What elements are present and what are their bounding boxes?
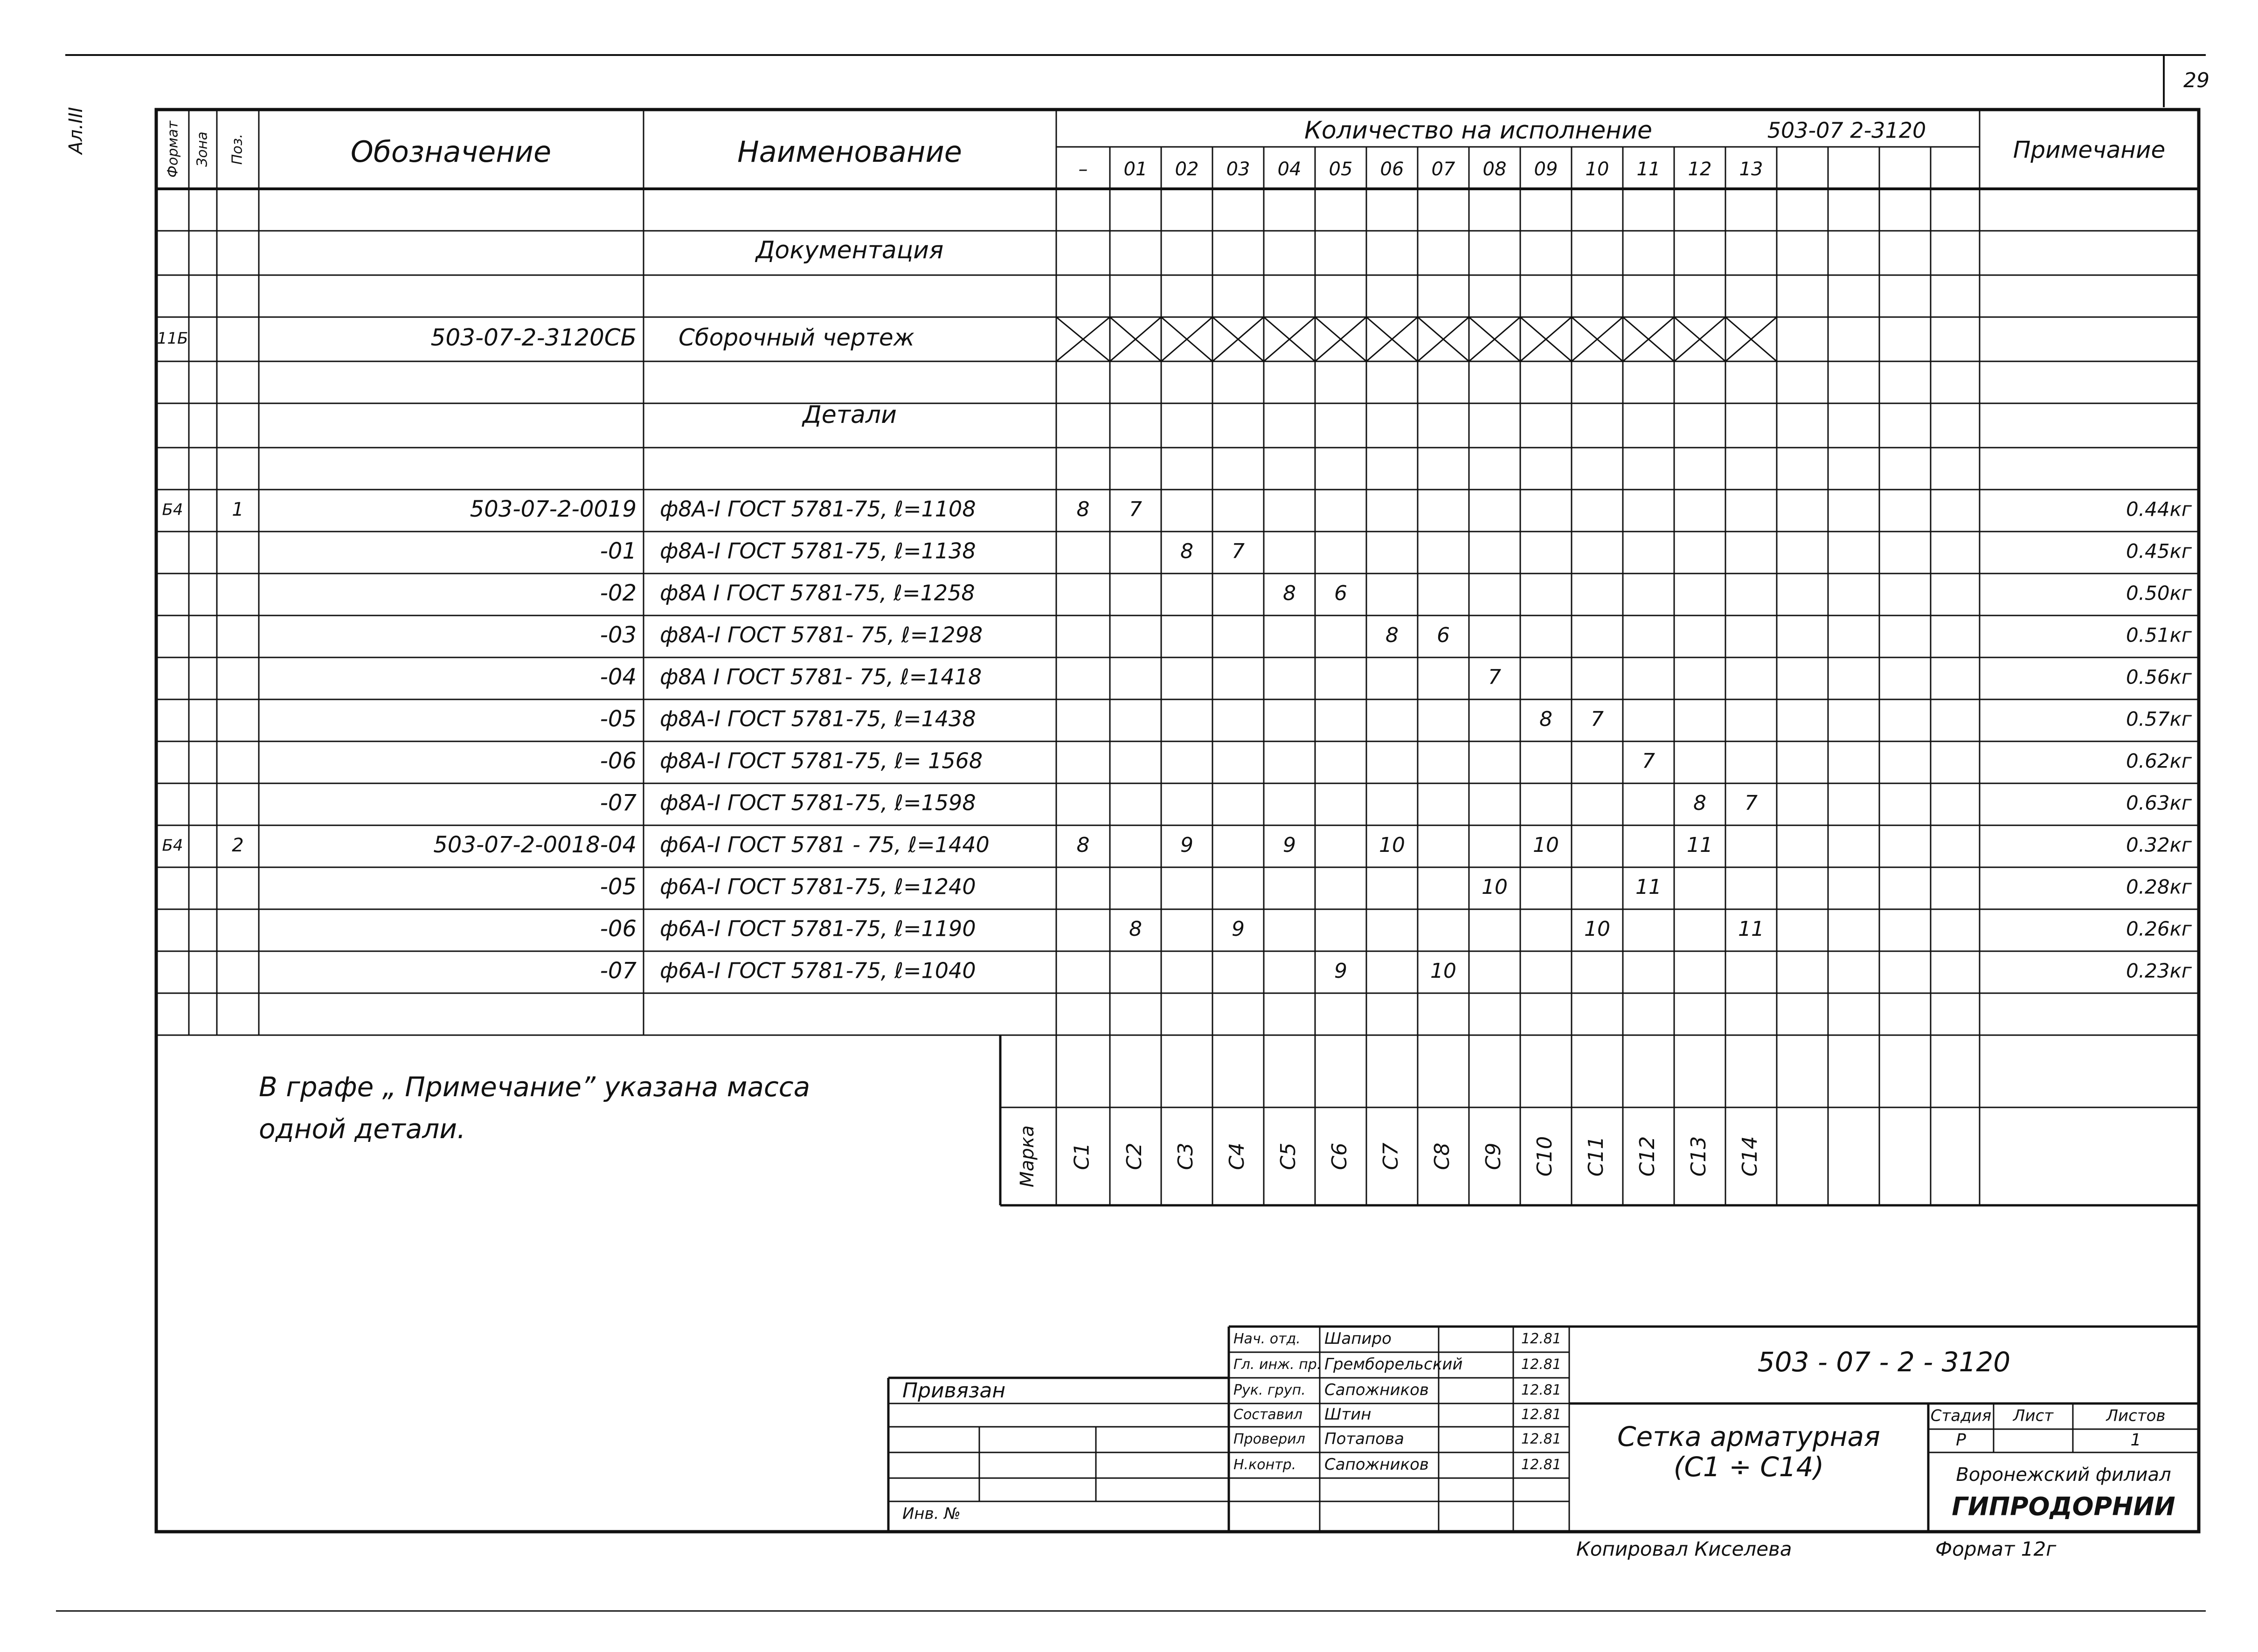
mark-item: С6 (1328, 1142, 1351, 1170)
mark-item: С9 (1482, 1142, 1505, 1170)
person-date: 12.81 (1521, 1431, 1561, 1447)
variant-6: 06 (1380, 159, 1404, 180)
row-qty: 8 (1385, 623, 1399, 647)
org-line2: ГИПРОДОРНИИ (1952, 1492, 2175, 1521)
row-note: 0.63кг (2126, 791, 2192, 815)
variant-2: 02 (1175, 159, 1199, 180)
row-name: ф8А-I ГОСТ 5781-75, ℓ=1138 (660, 538, 976, 564)
variant-12: 12 (1688, 159, 1712, 180)
row-qty: 8 (1076, 498, 1090, 521)
variant-11: 11 (1636, 159, 1661, 180)
copied-by: Копировал Киселева (1576, 1537, 1792, 1561)
row-note: 0.56кг (2126, 665, 2192, 689)
row-position: 1 (232, 499, 244, 520)
row-name: ф6А-I ГОСТ 5781-75, ℓ=1040 (660, 958, 976, 983)
sheet-format: Формат 12г (1935, 1537, 2057, 1561)
row-note: 0.32кг (2126, 833, 2192, 857)
person-name: Шапиро (1324, 1329, 1392, 1348)
row-qty: 7 (1232, 539, 1245, 563)
row-qty: 7 (1488, 665, 1501, 689)
page-number: 29 (2183, 69, 2210, 92)
header-note: Примечание (2013, 136, 2166, 164)
variant-13: 13 (1739, 159, 1763, 180)
row-name: ф8А-I ГОСТ 5781-75, ℓ=1108 (660, 496, 976, 522)
row-designation: -02 (600, 580, 637, 606)
drawing-code: 503 - 07 - 2 - 3120 (1757, 1346, 2011, 1378)
marks-label: Марка (1017, 1125, 1038, 1188)
variant-10: 10 (1585, 159, 1609, 180)
row-designation: -07 (600, 958, 637, 984)
drawing-title-1: Сетка арматурная (1617, 1421, 1880, 1453)
row-note: 0.51кг (2126, 623, 2192, 647)
person-role: Нач. отд. (1233, 1331, 1301, 1347)
variant-8: 08 (1482, 159, 1507, 180)
row-qty: 8 (1693, 791, 1706, 815)
row-qty: 11 (1687, 833, 1713, 857)
mark-item: С10 (1533, 1136, 1557, 1177)
row-name: ф8А-I ГОСТ 5781-75, ℓ=1438 (660, 706, 976, 732)
row-qty: 10 (1379, 833, 1405, 857)
row-qty: 9 (1180, 833, 1193, 857)
inv-label: Инв. № (902, 1504, 961, 1523)
sheets-value: 1 (2130, 1431, 2141, 1450)
footnote-line2: одной детали. (259, 1113, 466, 1145)
assembly-designation: 503-07-2-3120СБ (430, 324, 637, 351)
person-name: Гремборельский (1324, 1355, 1463, 1374)
row-qty: 10 (1533, 833, 1559, 857)
person-name: Сапожников (1324, 1455, 1429, 1474)
header-quantity-code: 503-07 2-3120 (1767, 118, 1926, 143)
person-date: 12.81 (1521, 1457, 1561, 1473)
row-note: 0.45кг (2126, 539, 2192, 563)
person-role: Составил (1233, 1406, 1303, 1423)
row-qty: 7 (1642, 749, 1655, 773)
person-role: Гл. инж. пр. (1233, 1356, 1322, 1373)
mark-item: С5 (1276, 1142, 1300, 1170)
row-qty: 6 (1334, 581, 1347, 605)
row-name: ф8А I ГОСТ 5781-75, ℓ=1258 (660, 580, 975, 606)
row-note: 0.44кг (2126, 498, 2192, 521)
person-role: Рук. груп. (1233, 1382, 1306, 1398)
row-name: ф8А-I ГОСТ 5781-75, ℓ=1598 (660, 790, 976, 816)
assembly-format: 11Б (157, 329, 188, 348)
header-designation: Обозначение (350, 135, 552, 169)
row-name: ф6А-I ГОСТ 5781-75, ℓ=1240 (660, 874, 976, 899)
row-qty: 7 (1745, 791, 1758, 815)
variant-1: 01 (1123, 159, 1148, 180)
mark-item: С14 (1738, 1136, 1762, 1177)
row-name: ф8А-I ГОСТ 5781- 75, ℓ=1298 (660, 622, 983, 648)
row-designation: -04 (600, 664, 637, 690)
header-format: Формат (165, 121, 181, 178)
row-qty: 11 (1635, 875, 1662, 899)
person-date: 12.81 (1521, 1331, 1561, 1347)
stage-label: Стадия (1930, 1406, 1992, 1425)
mark-item: С12 (1635, 1136, 1659, 1177)
row-qty: 7 (1129, 498, 1142, 521)
variant-0: – (1078, 159, 1088, 180)
header-zone: Зона (194, 131, 211, 167)
row-note: 0.26кг (2126, 917, 2192, 940)
person-role: Н.контр. (1233, 1457, 1296, 1473)
row-note: 0.28кг (2126, 875, 2192, 899)
row-qty: 8 (1129, 917, 1142, 941)
row-qty: 8 (1180, 539, 1193, 563)
footnote-line1: В графе „ Примечание” указана масса (259, 1071, 810, 1103)
row-designation: -05 (600, 706, 637, 732)
row-qty: 9 (1334, 959, 1347, 983)
row-qty: 10 (1584, 917, 1610, 941)
row-qty: 9 (1283, 833, 1296, 857)
row-qty: 10 (1482, 875, 1508, 899)
row-note: 0.62кг (2126, 749, 2192, 773)
variant-3: 03 (1226, 159, 1250, 180)
row-designation: -05 (600, 874, 637, 900)
row-name: ф8А-I ГОСТ 5781-75, ℓ= 1568 (660, 748, 983, 774)
row-qty: 7 (1591, 707, 1604, 731)
mark-item: С1 (1070, 1142, 1094, 1170)
row-designation: -07 (600, 790, 637, 816)
row-designation: -01 (600, 538, 637, 564)
section-documentation: Документация (755, 236, 944, 264)
mark-item: С13 (1687, 1136, 1711, 1177)
person-date: 12.81 (1521, 1382, 1561, 1398)
drawing-title-2: (С1 ÷ С14) (1673, 1451, 1824, 1483)
sheets-label: Листов (2106, 1406, 2166, 1425)
person-date: 12.81 (1521, 1406, 1561, 1423)
person-name: Штин (1324, 1405, 1371, 1424)
row-designation: -06 (600, 748, 637, 774)
tied-label: Привязан (902, 1379, 1006, 1403)
side-mark: Ал.III (65, 107, 87, 154)
person-name: Потапова (1324, 1430, 1404, 1448)
row-position: 2 (232, 835, 244, 856)
person-role: Проверил (1233, 1431, 1305, 1447)
stage-value: Р (1956, 1431, 1966, 1450)
row-note: 0.23кг (2126, 959, 2192, 982)
person-date: 12.81 (1521, 1356, 1561, 1373)
mark-item: С2 (1122, 1142, 1146, 1170)
row-designation: 503-07-2-0019 (470, 496, 637, 522)
main-frame (156, 110, 2199, 1532)
row-designation: 503-07-2-0018-04 (433, 832, 637, 858)
table-text (65, 69, 2210, 1561)
sheet-label: Лист (2013, 1406, 2054, 1425)
row-designation: -03 (600, 622, 637, 648)
row-qty: 9 (1232, 917, 1245, 941)
row-format: Б4 (162, 836, 183, 855)
row-note: 0.50кг (2126, 581, 2192, 605)
section-details: Детали (803, 401, 897, 429)
row-designation: -06 (600, 916, 637, 942)
row-qty: 11 (1738, 917, 1764, 941)
mark-item: С8 (1430, 1142, 1454, 1170)
row-qty: 6 (1437, 623, 1450, 647)
row-note: 0.57кг (2126, 707, 2192, 731)
variant-4: 04 (1277, 159, 1302, 180)
mark-item: С11 (1584, 1136, 1608, 1177)
row-qty: 8 (1076, 833, 1090, 857)
assembly-name: Сборочный чертеж (679, 324, 914, 351)
row-qty: 10 (1430, 959, 1456, 983)
person-name: Сапожников (1324, 1381, 1429, 1399)
row-name: ф6А-I ГОСТ 5781 - 75, ℓ=1440 (660, 832, 990, 857)
row-format: Б4 (162, 500, 183, 519)
header-quantity-for: Количество на исполнение (1304, 117, 1652, 145)
variant-5: 05 (1329, 159, 1353, 180)
row-qty: 8 (1539, 707, 1552, 731)
row-name: ф8А I ГОСТ 5781- 75, ℓ=1418 (660, 664, 982, 690)
mark-item: С4 (1225, 1142, 1249, 1170)
header-name: Наименование (737, 135, 962, 169)
row-qty: 8 (1283, 581, 1296, 605)
mark-item: С3 (1174, 1142, 1198, 1170)
row-name: ф6А-I ГОСТ 5781-75, ℓ=1190 (660, 916, 976, 941)
mark-item: С7 (1379, 1142, 1403, 1170)
header-position: Поз. (229, 133, 246, 165)
variant-7: 07 (1431, 159, 1455, 180)
org-line1: Воронежский филиал (1956, 1464, 2171, 1486)
variant-9: 09 (1534, 159, 1558, 180)
